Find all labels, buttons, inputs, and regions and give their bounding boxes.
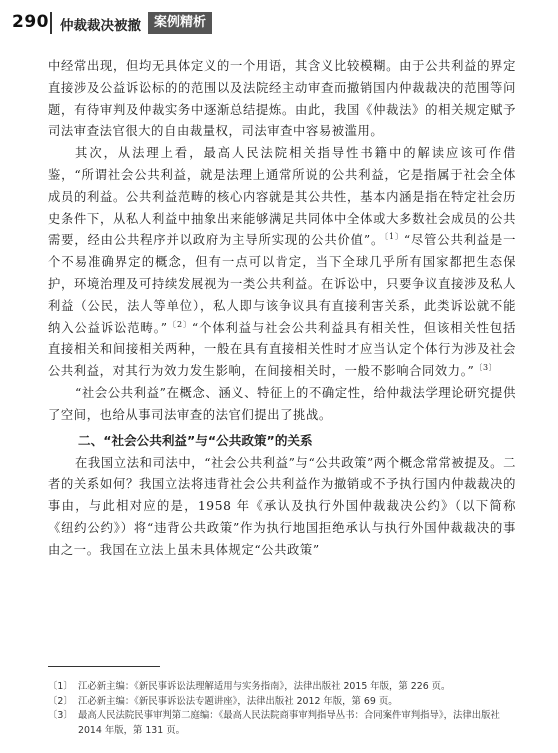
footnote-text: 江必新主编：《新民事诉讼法理解适用与实务指南》，法律出版社 2015 年版，第 226 页。: [78, 681, 451, 692]
paragraph-continued: 中经常出现，但均无具体定义的一个用语，其含义比较模糊。由于公共利益的界定直接涉及公益诉讼标的的范围以及法院经主动审查而撤销国内仲裁裁决的范围等问题，有待审判及仲裁实务中逐渐总结提炼。由此，我国《仲裁法》的相关规定赋予司法审查法官很大的自由裁量权，司法审查中容易被滥用。: [48, 59, 516, 139]
page-body: [48, 56, 516, 562]
footnote-ref-3[interactable]: 〔3〕: [474, 363, 498, 373]
paragraph-uncertainty: “社会公共利益”在概念、涵义、特征上的不确定性，给仲裁法学理论研究提供了空间，也给从事司法审查的法官们提出了挑战。: [48, 385, 516, 422]
paragraph-text: 其次，从法理上看，最高人民法院相关指导性书籍中的解读应该可作借鉴，“所谓社会公共利益，就是法理上通常所说的公共利益，它是指属于社会全体成员的利益。公共利益范畴的核心内容就是其公共性，基本内涵是指在特定社会历史条件下，从私人利益中抽象出来能够满足共同体中全体或大多数社会成员的公共需要，经由公共程序并以政府为主导所实现的公共价值”。: [48, 146, 516, 248]
footnote-text: 最高人民法院民事审判第二庭编：《最高人民法院商事审判指导丛书：合同案件审判指导》，法律出版社 2014 年版，第 131 页。: [78, 710, 500, 736]
paragraph-legal-theory: [48, 143, 516, 383]
footnote-divider: [48, 666, 160, 667]
footnote-mark: 〔2〕: [48, 695, 73, 707]
footnote-item: [48, 695, 518, 710]
footnote-item: [48, 680, 518, 695]
footnote-ref-2[interactable]: 〔2〕: [167, 319, 192, 329]
footnote-mark: 〔3〕: [48, 710, 73, 721]
paragraph-relationship: 在我国立法和司法中，“社会公共利益”与“公共政策”两个概念常常被提及。二者的关系如何？我国立法将违背社会公共利益作为撤销或不予执行国内仲裁裁决的事由，与此相对应的是，1958 年《承认及执行外国仲裁裁决公约》（以下简称《纽约公约》）将“违背公共政策”作为执行地国拒绝承认与执行外国仲裁裁决的事由之一。我国在立法上虽未具体规定“公共政策”: [48, 455, 516, 557]
paragraph-text: “个体利益与社会公共利益具有相关性，但该相关性包括直接相关和间接相关两种，一般在具有直接相关性时才应当认定个体行为涉及社会公共利益，对其行为效力发生影响，在间接相关时，一般不影响合同效力。”: [48, 320, 517, 379]
footnotes: [48, 680, 518, 738]
footnote-text: 江必新主编：《新民事诉讼法专题讲座》，法律出版社 2012 年版，第 69 页。: [78, 695, 398, 707]
footnote-item: [48, 709, 518, 738]
page-number: 290: [12, 12, 49, 32]
section-tag: 案例精析: [148, 12, 212, 34]
book-title: 仲裁裁决被撤: [60, 18, 141, 34]
paragraph-text: “尽管公共利益是一个不易准确界定的概念，但有一点可以肯定，当下全球几乎所有国家都把生态保护，环境治理及可持续发展视为一类公共利益。在诉讼中，只要争议直接涉及私人利益（公民，法人等单位），私人即与该争议具有直接利害关系，此类诉讼就不能纳入公益诉讼范畴。”: [48, 233, 517, 335]
section-heading: 二、“社会公共利益”与“公共政策”的关系: [78, 432, 313, 448]
footnote-ref-1[interactable]: 〔1〕: [384, 232, 404, 242]
header-divider: [50, 12, 52, 34]
page-header: [0, 0, 558, 44]
footnote-mark: 〔1〕: [48, 681, 73, 692]
